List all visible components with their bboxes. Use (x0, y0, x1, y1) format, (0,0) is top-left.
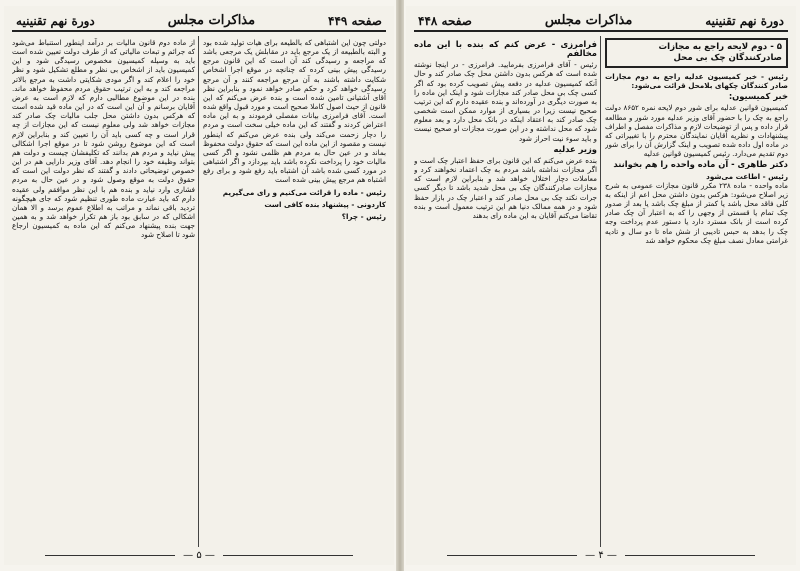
running-title: مذاكرات مجلس (167, 13, 256, 28)
column-right (605, 38, 788, 550)
column-divider (600, 36, 601, 547)
speaker-line: رئیس - اطاعت می‌شود (706, 171, 788, 181)
page-number: صفحه ۴۴۹ (328, 14, 382, 28)
report-heading: خبر کمیسیون: (728, 91, 788, 102)
speaker-line: رئیس - چرا؟ (341, 211, 386, 221)
column-text: ماده واحده - ماده ۲۳۸ مکرر قانون مجازات عمومی به شرح زیر اصلاح می‌شود: هرکس بدون داشتن محل اعم از اینکه به کلی فاقد محل باشد یا کمتر از مبلغ چک باشد یا بعد از صدور چک تمام یا قسمتی از وجهی را که به اعتبار آن چک صادر کرده است از بانک مسترد دارد یا دستور عدم پرداخت وجه چک را بدهد به حبس تادیبی از شش ماه تا دو سال و تادیه غرامتی معادل نصف مبلغ چک محکوم خواهد شد (605, 180, 788, 245)
page-449 (4, 6, 394, 565)
session-label: دورة نهم تقنينيه (16, 14, 95, 28)
column-text: از ماده دوم قانون مالیات بر درآمد اینطور استنباط می‌شود که جرائم و تبعات مالیاتی که از طرف دولت تعیین شده است باید به وسیله کمیسیون مخصوص رسیدگی شود و این کمیسیون باید از اشخاص بی نظر و مطلع تشکیل شود و نظر خود را اعلام کند و اگر مودی شکایتی داشت به مرجع بالاتر مراجعه کند و به این ترتیب حقوق مردم محفوظ خواهد ماند. بنده در این موضوع مطالبی دارم که لازم است به عرض آقایان برسانم و آن این است که در این ماده قید شده است که هرکس بدون داشتن محل جلب مالیات چک صادر کند مجازات خواهد شد ولی معلوم نیست که این مجازات از چه قرار است و چه کسی باید آن را تعیین کند و بنابراین لازم است که این موضوع روشن شود تا در موقع اجرا اشکالی پیش نیاید و مردم هم بدانند که تکلیفشان چیست و دولت هم بتواند وظیفه خود را انجام دهد. آقای وزیر دارایی هم در این خصوص توضیحاتی دادند و گفتند که نظر دولت این است که حقوق دولت به موقع وصول شود و در عین حال به مردم فشاری وارد نیاید و بنده هم با این نظر موافقم ولی عقیده دارم که باید عبارت ماده طوری تنظیم شود که جای هیچگونه تردید باقی نماند و مراتب به اطلاع عموم برسد و الا همان اشکالی که در سابق بود باز هم تکرار خواهد شد و به همین جهت بنده پیشنهاد می‌کنم که این ماده به کمیسیون ارجاع شود تا اصلاح شود (12, 38, 195, 240)
page-footer: — ۵ — (4, 550, 394, 561)
speaker-heading: وزیر عدلیه (553, 143, 597, 154)
text-columns (414, 38, 788, 550)
column-text: دولتی چون این اشتباهی که بالطیعه برای هیات تولید شده بود و البته بالطبیعه از یک مرجع باید در مقابلش یک مرجعی باشد که مراجعه و رسیدگی کند آن است که این قانون مرجع رسیدگی پیش بینی کرده که چنانچه در موقع اجرا اشخاص شکایت داشته باشند به آن مرجع مراجعه کنند و آن مرجع رسیدگی خواهد کرد و حکم صادر خواهد نمود و بنابراین نظر آقای آشتیانی تامین شده است و بنده عرض می‌کنم که این قانون از حیث اصول کاملا صحیح است و مورد قبول واقع شده است. آقای فرامرزی بیانات مفصلی فرمودند و به این ماده اعتراض کردند و گفتند که این ماده خیلی سخت است و مردم را دچار زحمت می‌کند ولی بنده عرض می‌کنم که اینطور نیست و مقصود از این ماده این است که حقوق دولت محفوظ بماند و در عین حال به مردم هم ظلمی نشود و اگر کسی مالیات خود را پرداخت نکرده باشد باید بپردازد و اگر اشتباهی در مورد کسی شده باشد آن اشتباه باید رفع شود و برای رفع اشتباه هم مرجع پیش بینی شده است (203, 38, 386, 185)
page-header (414, 6, 788, 32)
running-title: مذاكرات مجلس (544, 13, 633, 28)
speaker-line: رئیس - ماده را قرائت می‌کنیم و رای می‌گیریم (222, 187, 386, 197)
session-label: دورة نهم تقنينيه (705, 14, 784, 28)
page-footer: — ۴ — (406, 550, 796, 561)
column-text: کمیسیون قوانین عدلیه برای شور دوم لایحه نمره ۸۶۵۲ دولت راجع به چک را با حضور آقای وزیر عدلیه مورد شور و مطالعه قرار داده و پس از توضیحات لازم و مذاکرات مفصل و اطراف پیشنهادات و نظریه آقایان نمایندگان محترم را با تغییراتی که در ماده اول داده شده تصویب و اینک گزارش آن را برای شور دوم تقدیم می‌دارد. رئیس کمیسیون قوانین عدلیه (605, 103, 788, 159)
page-448 (406, 6, 796, 565)
column-right (203, 38, 386, 550)
text-columns (12, 38, 386, 550)
column-divider (198, 36, 199, 547)
book-gutter (396, 0, 404, 571)
speaker-heading: دکتر طاهری - آن ماده واحده را هم بخوانند (613, 159, 788, 170)
column-text: رئیس - آقای فرامرزی بفرمایید. فرامرزی - در اینجا نوشته شده است که هرکس بدون داشتن محل چک صادر کند و حال آنکه کمیسیون عدلیه در دفعه پیش تصویب کرده بود که اگر کسی چک بی محل صادر کند مجازات شود و اینک این ماده را به صورت دیگری در آورده‌اند و بنده عقیده دارم که این ترتیب صحیح نیست زیرا در بسیاری از موارد ممکن است شخصی چک صادر کند به اعتقاد اینکه در بانک محل دارد و بعد معلوم شود که محل نداشته و در این صورت مجازات او صحیح نیست و باید سوء نیت احراز شود (414, 60, 597, 143)
speaker-line: رئیس - خبر کمیسیون عدلیه راجع به دوم مجازات صادر کنندگان چکهای بلامحل قرائت می‌شود: (605, 72, 788, 91)
column-left (12, 38, 195, 550)
column-left (414, 38, 597, 550)
speaker-heading: فرامرزی - عرض کنم که بنده با این ماده مخالفم (414, 39, 597, 59)
page-number: صفحه ۴۴۸ (418, 14, 472, 28)
column-text: بنده عرض می‌کنم که این قانون برای حفظ اعتبار چک است و اگر مجازات نداشته باشد مردم به چک اعتماد نخواهند کرد و معاملات دچار اختلال خواهد شد و بنابراین لازم است که مجازات صادرکنندگان چک بی محل شدید باشد تا دیگر کسی جرات نکند چک بی محل صادر کند و اعتبار چک در بازار حفظ شود و در همه ممالک دنیا هم این ترتیب معمول است و بنده تقاضا می‌کنم آقایان به این ماده رای بدهند (414, 155, 597, 220)
speaker-line: کاردونی - پیشنهاد بنده کافی است (264, 199, 386, 209)
section-title-box: ۵ - دوم لایحه راجع به مجازات صادرکنندگان چک بی محل (605, 38, 788, 68)
page-header (12, 6, 386, 32)
